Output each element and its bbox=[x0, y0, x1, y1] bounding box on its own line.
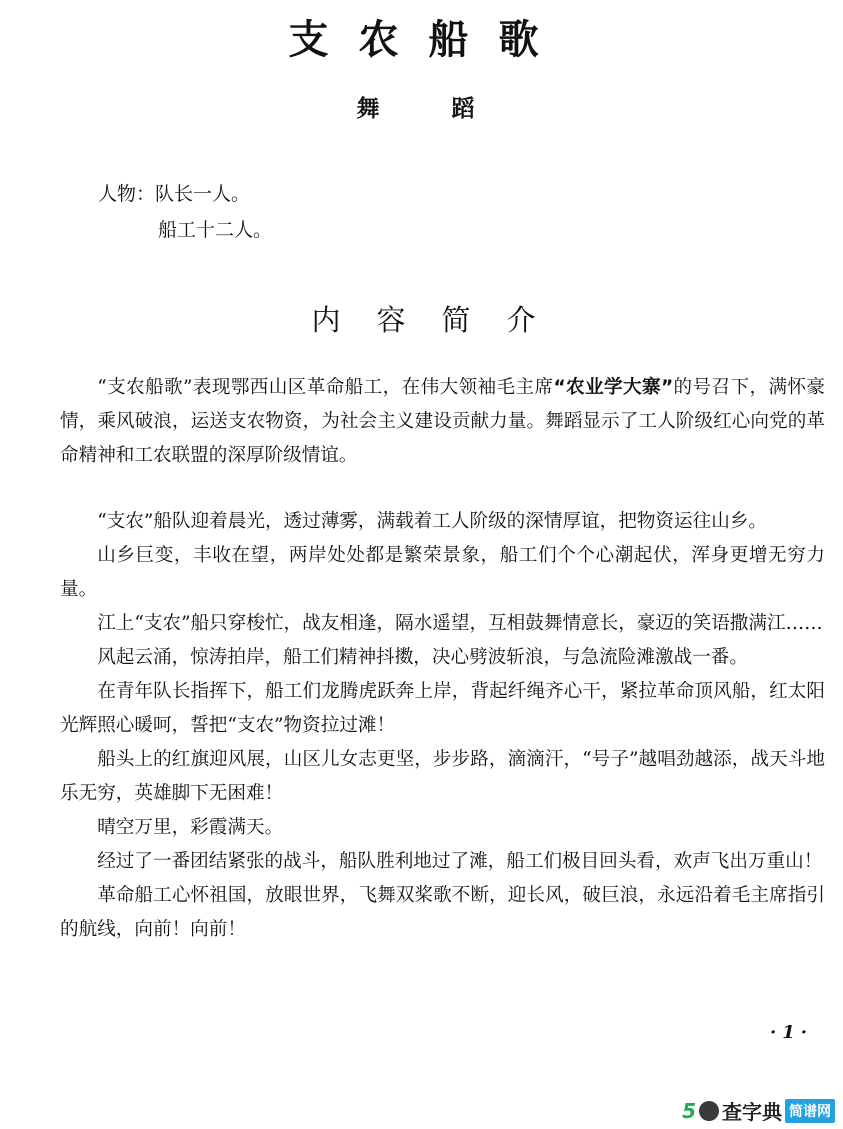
page-title: 支农船歌 bbox=[288, 17, 569, 63]
mascot-icon bbox=[699, 1101, 719, 1121]
watermark-number: 5 bbox=[682, 1098, 696, 1123]
watermark bbox=[682, 1096, 835, 1125]
body-paragraph: 山乡巨变，丰收在望，两岸处处都是繁荣景象，船工们个个心潮起伏，浑身更增无穷力量。 bbox=[60, 545, 825, 600]
page-number: ·1· bbox=[769, 1022, 813, 1043]
body-paragraph: 革命船工心怀祖国，放眼世界，飞舞双桨歌不断，迎长风，破巨浪，永远沿着毛主席指引的航线，向前！向前！ bbox=[60, 885, 825, 940]
body-paragraph: 风起云涌，惊涛拍岸，船工们精神抖擞，决心劈波斩浪，与急流险滩激战一番。 bbox=[97, 647, 748, 668]
characters-block bbox=[98, 176, 272, 248]
summary-paragraph bbox=[60, 371, 825, 473]
watermark-brand: 查字典 bbox=[722, 1100, 782, 1124]
body-paragraph: 晴空万里，彩霞满天。 bbox=[97, 817, 284, 838]
body-paragraph: 江上“支农”船只穿梭忙，战友相逢，隔水遥望，互相鼓舞情意长，豪迈的笑语撒满江…… bbox=[97, 613, 823, 634]
body-paragraph: “支农”船队迎着晨光，透过薄雾，满载着工人阶级的深情厚谊，把物资运往山乡。 bbox=[97, 511, 767, 532]
body-paragraph: 船头上的红旗迎风展，山区儿女志更坚，步步路，滴滴汗，“号子”越唱劲越添，战天斗地乐无穷，英雄脚下无困难！ bbox=[60, 749, 825, 804]
characters-line: 船工十二人。 bbox=[158, 219, 273, 241]
watermark-tag: 简谱网 bbox=[785, 1099, 835, 1123]
body-paragraph: 在青年队长指挥下，船工们龙腾虎跃奔上岸，背起纤绳齐心干，紧拉革命顶风船，红太阳光辉照心暖呵，誓把“支农”物资拉过滩！ bbox=[60, 681, 825, 736]
summary-emphasis: “农业学大寨” bbox=[553, 377, 674, 398]
body-paragraph: 经过了一番团结紧张的战斗，船队胜利地过了滩，船工们极目回头看，欢声飞出万重山！ bbox=[97, 851, 823, 872]
section-title: 内容简介 bbox=[311, 303, 572, 337]
summary-text: 的号召下，满怀豪情，乘风破浪，运送支农物资，为社会主义建设贡献力量。舞蹈显示了工人阶级红心向党的革命精神和工农联盟的深厚阶级情谊。 bbox=[60, 377, 825, 466]
summary-text: “支农船歌”表现鄂西山区革命船工，在伟大领袖毛主席 bbox=[97, 377, 554, 398]
page-subtitle: 舞蹈 bbox=[356, 96, 547, 122]
characters-line: 人物：队长一人。 bbox=[98, 183, 251, 205]
body-text bbox=[60, 371, 825, 947]
